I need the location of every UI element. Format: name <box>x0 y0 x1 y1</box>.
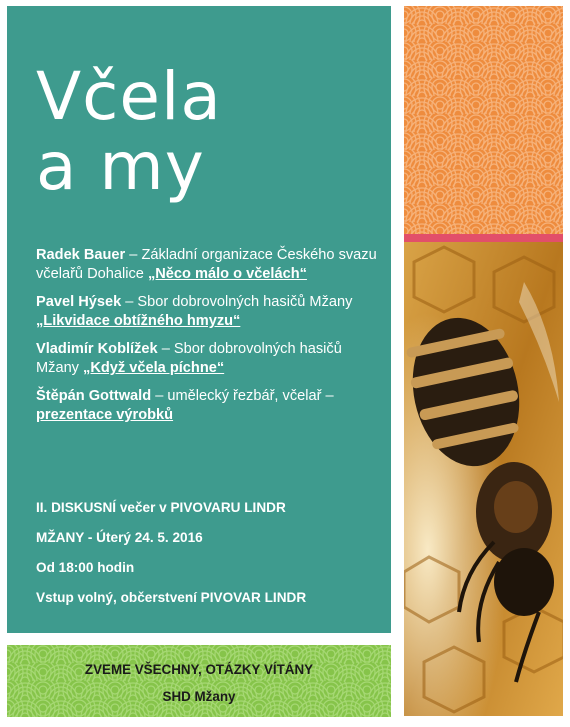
bee-illustration <box>404 242 563 716</box>
poster-title <box>36 58 222 205</box>
bee-photo <box>404 242 563 716</box>
footer-organizer: SHD Mžany <box>162 689 236 704</box>
scale-pattern <box>404 6 563 234</box>
event-time: Od 18:00 hodin <box>36 560 135 575</box>
talk-speaker: Pavel Hýsek <box>36 294 122 310</box>
footer-scale-pattern <box>7 645 391 717</box>
talk-item <box>36 246 381 284</box>
talk-organization: – umělecký řezbář, včelař – <box>151 388 334 404</box>
talk-organization: – Sbor dobrovolných hasičů Mžany <box>121 294 353 310</box>
talk-item <box>36 293 381 331</box>
footer-invitation: ZVEME VŠECHNY, OTÁZKY VÍTÁNY <box>84 662 314 677</box>
title-line-2: a my <box>36 128 205 205</box>
talk-speaker: Štěpán Gottwald <box>36 388 152 404</box>
event-entry: Vstup volný, občerstvení PIVOVAR LINDR <box>36 590 307 605</box>
footer-banner <box>7 645 391 717</box>
talk-organization: – Sbor dobrovolných hasičů Mžany <box>36 341 342 376</box>
talk-speaker: Vladimír Koblížek <box>36 341 158 357</box>
talk-speaker: Radek Bauer <box>36 247 126 263</box>
talk-topic: „Něco málo o včelách“ <box>147 266 307 282</box>
decorative-orange-pattern <box>404 6 563 234</box>
talk-topic: prezentace výrobků <box>36 407 174 423</box>
event-venue: II. DISKUSNÍ večer v PIVOVARU LINDR <box>36 500 286 515</box>
event-info <box>36 499 306 619</box>
talk-organization: – Základní organizace Českého svazu včelařů Dohalice <box>36 247 377 282</box>
decorative-pink-strip <box>404 234 563 242</box>
talk-topic: „Likvidace obtížného hmyzu“ <box>36 313 241 329</box>
talk-item <box>36 387 381 425</box>
title-line-1: Včela <box>36 58 222 135</box>
talk-item <box>36 340 381 378</box>
talk-list <box>36 246 381 434</box>
talk-topic: „Když včela píchne“ <box>83 360 225 376</box>
event-date: MŽANY - Úterý 24. 5. 2016 <box>36 530 203 545</box>
